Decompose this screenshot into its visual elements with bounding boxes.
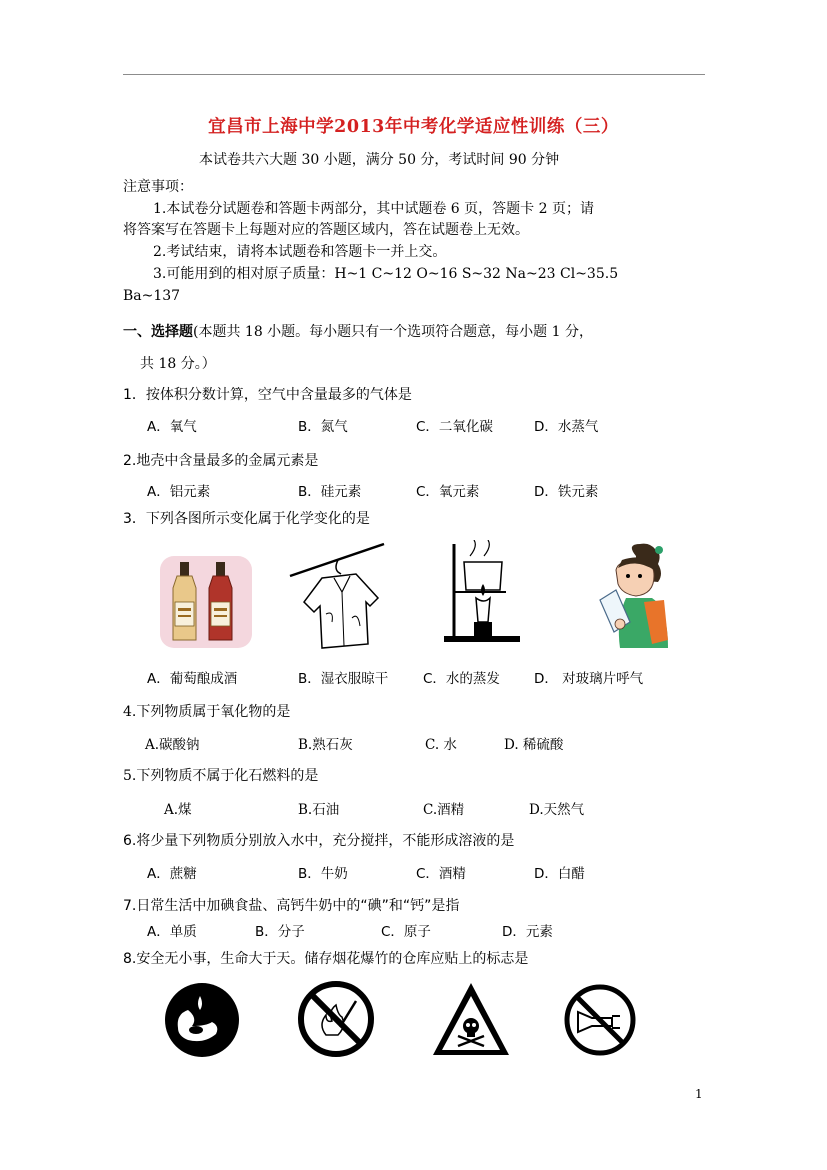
question-5-option-d: D.天然气 [529,802,585,818]
note-2: 2.考试结束，请将本试题卷和答题卡一并上交。 [153,244,447,260]
question-1-option-d: D．水蒸气 [534,419,599,435]
question-4-option-d: D. 稀硫酸 [504,737,564,753]
question-3-option-c: C．水的蒸发 [423,671,500,687]
question-2-stem: 2.地壳中含量最多的金属元素是 [123,453,319,469]
page-number: 1 [695,1087,703,1101]
question-7-option-d: D．元素 [502,924,553,940]
question-7-option-a: A．单质 [147,924,197,940]
no-fire-sign-icon [296,979,376,1059]
stand-base [444,636,520,642]
alcohol-burner [476,598,490,622]
drying-shirt-figure [286,540,388,652]
exam-summary: 本试卷共六大题 30 小题，满分 50 分，考试时间 90 分钟 [199,152,560,168]
breath-on-glass-figure [596,540,682,650]
evaporation-apparatus-figure [440,540,524,646]
question-7-option-c: C．原子 [381,924,431,940]
question-5-option-c: C.酒精 [423,802,465,818]
section-1-heading-line-2: 共 18 分。） [140,356,216,372]
question-4-stem: 4.下列物质属于氧化物的是 [123,704,291,720]
question-6-option-a: A．蔗糖 [147,866,197,882]
note-1-line-1: 1.本试卷分试题卷和答题卡两部分，其中试题卷 6 页，答题卡 2 页；请 [153,201,594,217]
question-6-option-d: D．白醋 [534,866,585,882]
question-2-option-a: A．铝元素 [147,484,211,500]
question-1-option-b: B．氮气 [298,419,348,435]
question-6-stem: 6.将少量下列物质分别放入水中，充分搅拌，不能形成溶液的是 [123,833,515,849]
shirt [304,574,378,648]
notes-heading: 注意事项： [123,179,193,195]
hanger-hook [336,560,341,574]
toxic-sign-icon [430,980,512,1058]
question-5-option-b: B.石油 [298,802,340,818]
section-1-heading-rest: (本题共 18 小题。每小题只有一个选项符合题意，每小题 1 分， [193,324,593,340]
note-3-line-2: Ba~137 [123,288,181,304]
question-1-stem: 1．按体积分数计算，空气中含量最多的气体是 [123,387,412,403]
question-5-stem: 5.下列物质不属于化石燃料的是 [123,768,319,784]
question-7-stem: 7.日常生活中加碘食盐、高钙牛奶中的“碘”和“钙”是指 [123,898,460,914]
section-1-heading-bold: 一、选择题 [123,324,193,340]
header-rule [123,74,705,75]
question-6-option-b: B．牛奶 [298,866,348,882]
question-3-option-d: D． 对玻璃片呼气 [534,671,644,687]
question-2-option-c: C．氧元素 [416,484,480,500]
question-2-option-b: B．硅元素 [298,484,362,500]
page-title: 宜昌市上海中学2013年中考化学适应性训练（三） [208,117,619,137]
question-8-stem: 8.安全无小事，生命大于天。储存烟花爆竹的仓库应贴上的标志是 [123,951,529,967]
section-1-heading [123,323,593,341]
question-4-option-b: B.熟石灰 [298,737,353,753]
question-7-option-b: B．分子 [255,924,305,940]
question-6-option-c: C．酒精 [416,866,466,882]
note-1-line-2: 将答案写在答题卡上每题对应的答题区域内，答在试题卷上无效。 [123,222,529,238]
question-3-option-a: A．葡萄酿成酒 [147,671,238,687]
question-4-option-a: A.碳酸钠 [145,737,200,753]
question-1-option-a: A．氧气 [147,419,197,435]
wine-bottles-figure [160,556,252,648]
no-horn-sign-icon [562,982,638,1058]
question-5-option-a: A.煤 [164,802,192,818]
note-3-line-1: 3.可能用到的相对原子质量：H~1 C~12 O~16 S~32 Na~23 Cl~35.5 [153,266,619,282]
question-4-option-c: C. 水 [425,737,457,753]
question-2-option-d: D．铁元素 [534,484,599,500]
question-3-stem: 3．下列各图所示变化属于化学变化的是 [123,511,370,527]
corrosive-sign-icon [164,982,240,1058]
face [616,562,654,596]
question-1-option-c: C．二氧化碳 [416,419,493,435]
question-3-option-b: B．湿衣服晾干 [298,671,389,687]
